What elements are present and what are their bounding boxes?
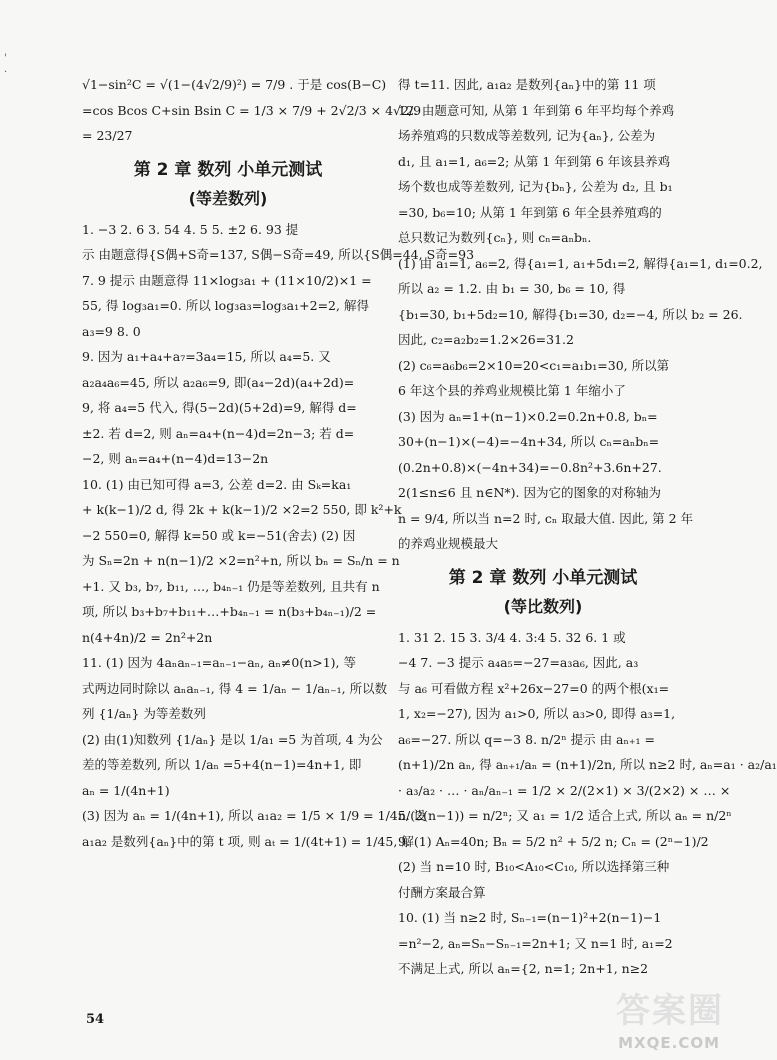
text-line: 项, 所以 b₃+b₇+b₁₁+…+b₄ₙ₋₁ = n(b₃+b₄ₙ₋₁)/2 = bbox=[82, 604, 377, 619]
text-line: a₁a₂ 是数列{aₙ}中的第 t 项, 则 aₜ = 1/(4t+1) = 1/45, 解 bbox=[82, 833, 414, 849]
text-line: 得 t=11. 因此, a₁a₂ 是数列{aₙ}中的第 11 项 bbox=[398, 77, 656, 92]
text-line: 12. 由题意可知, 从第 1 年到第 6 年平均每个养鸡 bbox=[398, 102, 675, 118]
text-line: a₃=9 8. 0 bbox=[82, 323, 141, 339]
text-line: 7. 9 提示 由题意得 11×log₃a₁ + (11×10/2)×1 = bbox=[82, 272, 372, 288]
text-line: 所以 a₂ = 1.2. 由 b₁ = 30, b₆ = 10, 得 bbox=[398, 281, 626, 296]
text-line: (1) 由 a₁=1, a₆=2, 得{a₁=1, a₁+5d₁=2, 解得{a₁=1, d₁=0.2, bbox=[398, 255, 763, 271]
text-line: (0.2n+0.8)×(−4n+34)=−0.8n²+3.6n+27. bbox=[398, 459, 662, 475]
text-line: =30, b₆=10; 从第 1 年到第 6 年全县养殖鸡的 bbox=[398, 204, 662, 220]
text-line: 10. (1) 当 n≥2 时, Sₙ₋₁=(n−1)²+2(n−1)−1 bbox=[398, 910, 662, 925]
text-line: 的养鸡业规模最大 bbox=[398, 536, 499, 551]
text-line: 2(1≤n≤6 且 n∈N*). 因为它的图象的对称轴为 bbox=[398, 485, 661, 500]
text-line: d₁, 且 a₁=1, a₆=2; 从第 1 年到第 6 年该县养鸡 bbox=[398, 153, 671, 169]
text-line: =cos Bcos C+sin Bsin C = 1/3 × 7/9 + 2√2/3 × 4√2/9 bbox=[82, 102, 422, 118]
margin-marks: ' · bbox=[4, 53, 8, 78]
text-line: 1. 31 2. 15 3. 3/4 4. 3:4 5. 32 6. 1 或 bbox=[398, 629, 626, 645]
text-line: + k(k−1)/2 d, 得 2k + k(k−1)/2 ×2=2 550, 即 k²+k bbox=[82, 502, 402, 517]
text-line: n(4+4n)/2 = 2n²+2n bbox=[82, 629, 213, 645]
text-line: a₆=−27. 所以 q=−3 8. n/2ⁿ 提示 由 aₙ₊₁ = bbox=[398, 731, 655, 747]
text-line: (3) 因为 aₙ=1+(n−1)×0.2=0.2n+0.8, bₙ= bbox=[398, 408, 658, 424]
text-line: 场个数也成等差数列, 记为{bₙ}, 公差为 d₂, 且 b₁ bbox=[398, 179, 673, 194]
text-line: 不满足上式, 所以 aₙ={2, n=1; 2n+1, n≥2 bbox=[398, 961, 649, 976]
text-line: √1−sin²C = √(1−(4√2/9)²) = 7/9 . 于是 cos(B−C) bbox=[82, 77, 387, 92]
text-line: n = 9/4, 所以当 n=2 时, cₙ 取最大值. 因此, 第 2 年 bbox=[398, 510, 694, 526]
text-line: (3) 因为 aₙ = 1/(4n+1), 所以 a₁a₂ = 1/5 × 1/9 = 1/45. 设 bbox=[82, 808, 427, 823]
text-line: 差的等差数列, 所以 1/aₙ =5+4(n−1)=4n+1, 即 bbox=[82, 757, 362, 772]
text-line: 9. (1) Aₙ=40n; Bₙ = 5/2 n² + 5/2 n; Cₙ = (2ⁿ−1)/2 bbox=[398, 833, 709, 849]
text-line: (2) 当 n=10 时, B₁₀<A₁₀<C₁₀, 所以选择第三种 bbox=[398, 859, 670, 874]
right-top-block bbox=[398, 72, 763, 557]
text-line: 总只数记为数列{cₙ}, 则 cₙ=aₙbₙ. bbox=[398, 230, 592, 245]
text-line: 55, 得 log₃a₁=0. 所以 log₃a₃=log₃a₁+2=2, 解得 bbox=[82, 298, 369, 313]
text-line: (2) 由(1)知数列 {1/aₙ} 是以 1/a₁ =5 为首项, 4 为公 bbox=[82, 731, 383, 747]
text-line: (n+1)/2n aₙ, 得 aₙ₊₁/aₙ = (n+1)/2n, 所以 n≥2 时, aₙ=a₁ · a₂/a₁ bbox=[398, 757, 777, 772]
chapter-title-arithmetic: 第 2 章 数列 小单元测试 bbox=[133, 159, 323, 180]
text-line: −2, 则 aₙ=a₄+(n−4)d=13−2n bbox=[82, 451, 269, 466]
watermark-url: MXQE.COM bbox=[618, 1034, 720, 1052]
text-line: (2) c₆=a₆b₆=2×10=20<c₁=a₁b₁=30, 所以第 bbox=[398, 357, 670, 373]
text-line: 11. (1) 因为 4aₙaₙ₋₁=aₙ₋₁−aₙ, aₙ≠0(n>1), 等 bbox=[82, 655, 356, 670]
text-line: 6 年这个县的养鸡业规模比第 1 年缩小了 bbox=[398, 383, 626, 398]
page-number: 54 bbox=[86, 1012, 105, 1027]
text-line: 式两边同时除以 aₙaₙ₋₁, 得 4 = 1/aₙ − 1/aₙ₋₁, 所以数 bbox=[82, 680, 388, 696]
right-column bbox=[398, 72, 777, 982]
text-line: {b₁=30, b₁+5d₂=10, 解得{b₁=30, d₂=−4, 所以 b₂ = 26. bbox=[398, 306, 743, 322]
text-line: 示 由题意得{S偶+S奇=137, S偶−S奇=49, 所以{S偶=44, S奇=93 bbox=[82, 247, 475, 262]
text-line: a₂a₄a₆=45, 所以 a₂a₆=9, 即(a₄−2d)(a₄+2d)= bbox=[82, 374, 355, 390]
text-line: +1. 又 b₃, b₇, b₁₁, …, b₄ₙ₋₁ 仍是等差数列, 且共有 n bbox=[82, 578, 380, 594]
text-line: 与 a₆ 可看做方程 x²+26x−27=0 的两个根(x₁= bbox=[398, 680, 670, 696]
text-line: =n²−2, aₙ=Sₙ−Sₙ₋₁=2n+1; 又 n=1 时, a₁=2 bbox=[398, 935, 673, 951]
text-line: −2 550=0, 解得 k=50 或 k=−51(舍去) (2) 因 bbox=[82, 527, 356, 543]
text-line: n/(2(n−1)) = n/2ⁿ; 又 a₁ = 1/2 适合上式, 所以 aₙ = n/2ⁿ bbox=[398, 808, 732, 823]
text-line: = 23/27 bbox=[82, 128, 133, 143]
text-line: 9, 将 a₄=5 代入, 得(5−2d)(5+2d)=9, 解得 d= bbox=[82, 400, 357, 415]
text-line: 付酬方案最合算 bbox=[398, 884, 486, 900]
text-line: 10. (1) 由已知可得 a=3, 公差 d=2. 由 Sₖ=ka₁ bbox=[82, 476, 352, 492]
text-line: 列 {1/aₙ} 为等差数列 bbox=[82, 706, 206, 721]
watermark-logo: 答案圈 bbox=[616, 991, 724, 1031]
text-line: −4 7. −3 提示 a₄a₅=−27=a₃a₆, 因此, a₃ bbox=[398, 655, 639, 670]
right-body-block bbox=[398, 625, 777, 982]
text-line: 为 Sₙ=2n + n(n−1)/2 ×2=n²+n, 所以 bₙ = Sₙ/n = n bbox=[82, 553, 400, 568]
text-line: 场养殖鸡的只数成等差数列, 记为{aₙ}, 公差为 bbox=[398, 128, 656, 143]
text-line: · a₃/a₂ · … · aₙ/aₙ₋₁ = 1/2 × 2/(2×1) × 3/(2×2) × … × bbox=[398, 782, 731, 798]
chapter-title-geometric: 第 2 章 数列 小单元测试 bbox=[448, 567, 638, 588]
text-line: 9. 因为 a₁+a₄+a₇=3a₄=15, 所以 a₄=5. 又 bbox=[82, 349, 331, 364]
left-top-block bbox=[82, 72, 422, 149]
text-line: 因此, c₂=a₂b₂=1.2×26=31.2 bbox=[398, 332, 574, 347]
text-line: ±2. 若 d=2, 则 aₙ=a₄+(n−4)d=2n−3; 若 d= bbox=[82, 425, 355, 441]
chapter-subtitle-arithmetic: (等差数列) bbox=[188, 188, 268, 208]
text-line: 30+(n−1)×(−4)=−4n+34, 所以 cₙ=aₙbₙ= bbox=[398, 434, 660, 449]
chapter-subtitle-geometric: (等比数列) bbox=[503, 596, 583, 616]
text-line: 1, x₂=−27), 因为 a₁>0, 所以 a₃>0, 即得 a₃=1, bbox=[398, 706, 676, 721]
text-line: 1. −3 2. 6 3. 54 4. 5 5. ±2 6. 93 提 bbox=[82, 221, 299, 237]
text-line: aₙ = 1/(4n+1) bbox=[82, 782, 170, 798]
